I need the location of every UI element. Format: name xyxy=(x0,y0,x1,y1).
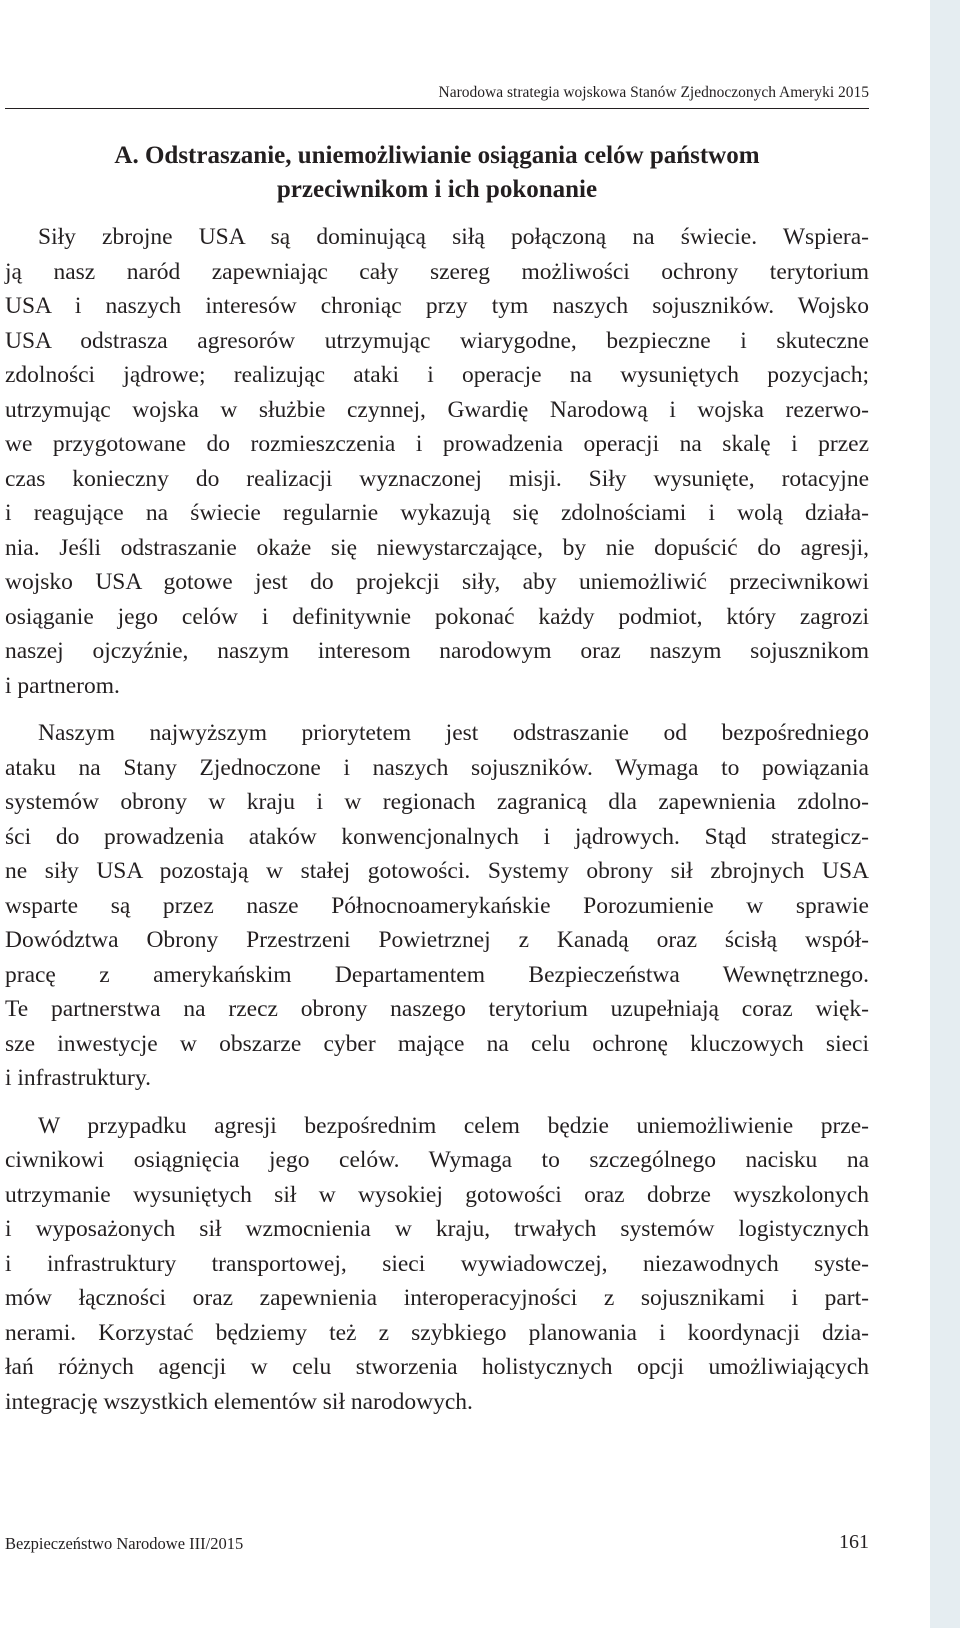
text-line: mów łączności oraz zapewnienia interoperacyjności z sojusznikami i part- xyxy=(5,1285,869,1311)
text-line: ją nasz naród zapewniając cały szereg możliwości ochrony terytorium xyxy=(5,258,869,285)
section-heading-line-2: przeciwnikom i ich pokonanie xyxy=(276,176,598,203)
text-line: utrzymując wojska w służbie czynnej, Gwardię Narodową i wojska rezerwo- xyxy=(5,396,869,423)
text-line: nerami. Korzystać będziemy też z szybkiego planowania i koordynacji dzia- xyxy=(5,1319,869,1346)
text-line: sze inwestycje w obszarze cyber mające na celu ochronę kluczowych sieci xyxy=(5,1030,869,1057)
text-line: wojsko USA gotowe jest do projekcji siły, aby uniemożliwić przeciwnikowi xyxy=(5,569,869,595)
text-line: W przypadku agresji bezpośrednim celem będzie uniemożliwienie prze- xyxy=(38,1112,869,1139)
text-line: we przygotowane do rozmieszczenia i prowadzenia operacji na skalę i przez xyxy=(5,431,869,457)
text-line: ści do prowadzenia ataków konwencjonalnych i jądrowych. Stąd strategicz- xyxy=(5,823,869,850)
text-line: i partnerom. xyxy=(5,672,120,699)
text-line: wsparte są przez nasze Północnoamerykańskie Porozumienie w sprawie xyxy=(5,892,869,919)
text-line: USA odstrasza agresorów utrzymując wiarygodne, bezpieczne i skuteczne xyxy=(5,327,869,354)
footer-journal-title: Bezpieczeństwo Narodowe III/2015 xyxy=(5,1534,244,1553)
text-line: i wyposażonych sił wzmocnienia w kraju, trwałych systemów logistycznych xyxy=(5,1216,869,1242)
section-heading-line-1: A. Odstraszanie, uniemożliwianie osiągania celów państwom xyxy=(114,142,760,169)
text-line: systemów obrony w kraju i w regionach zagranicą dla zapewnienia zdolno- xyxy=(5,789,869,815)
text-line: czas konieczny do realizacji wyznaczonej misji. Siły wysunięte, rotacyjne xyxy=(5,465,869,492)
paragraph-1 xyxy=(5,220,869,703)
paragraph-2 xyxy=(5,716,869,1096)
body-text xyxy=(5,220,869,1432)
header-rule xyxy=(5,108,869,109)
paragraph-3 xyxy=(5,1109,869,1420)
text-line: utrzymanie wysuniętych sił w wysokiej gotowości oraz dobrze wyszkolonych xyxy=(5,1181,869,1208)
text-line: Siły zbrojne USA są dominującą siłą połączoną na świecie. Wspiera- xyxy=(38,224,869,250)
text-line: i infrastruktury transportowej, sieci wywiadowczej, niezawodnych syste- xyxy=(5,1250,869,1277)
text-line: zdolności jądrowe; realizując ataki i operacje na wysuniętych pozycjach; xyxy=(5,362,869,388)
text-line: i infrastruktury. xyxy=(5,1065,151,1091)
text-line: Naszym najwyższym priorytetem jest odstraszanie od bezpośredniego xyxy=(38,720,869,746)
text-line: USA i naszych interesów chroniąc przy tym naszych sojuszników. Wojsko xyxy=(5,293,869,319)
text-line: pracę z amerykańskim Departamentem Bezpieczeństwa Wewnętrznego. xyxy=(5,961,869,988)
text-line: integrację wszystkich elementów sił narodowych. xyxy=(5,1388,473,1415)
text-line: naszej ojczyźnie, naszym interesom narodowym oraz naszym sojusznikom xyxy=(5,638,869,664)
running-header: Narodowa strategia wojskowa Stanów Zjednoczonych Ameryki 2015 xyxy=(438,84,869,101)
text-line: ciwnikowi osiągnięcia jego celów. Wymaga to szczególnego nacisku na xyxy=(5,1147,869,1173)
text-line: ataku na Stany Zjednoczone i naszych sojuszników. Wymaga to powiązania xyxy=(5,754,869,781)
section-heading xyxy=(5,139,869,207)
page-edge-strip xyxy=(930,0,960,1628)
text-line: Te partnerstwa na rzecz obrony naszego terytorium uzupełniają coraz więk- xyxy=(5,996,869,1022)
text-line: i reagujące na świecie regularnie wykazują się zdolnościami i wolą działa- xyxy=(5,500,869,526)
text-line: Dowództwa Obrony Przestrzeni Powietrznej z Kanadą oraz ścisłą współ- xyxy=(5,927,869,953)
text-line: nia. Jeśli odstraszanie okaże się niewystarczające, by nie dopuścić do agresji, xyxy=(5,534,869,561)
page-number: 161 xyxy=(839,1531,869,1553)
text-line: ne siły USA pozostają w stałej gotowości. Systemy obrony sił zbrojnych USA xyxy=(5,858,869,884)
text-line: osiąganie jego celów i definitywnie pokonać każdy podmiot, który zagrozi xyxy=(5,603,869,630)
text-line: łań różnych agencji w celu stworzenia holistycznych opcji umożliwiających xyxy=(5,1354,869,1380)
